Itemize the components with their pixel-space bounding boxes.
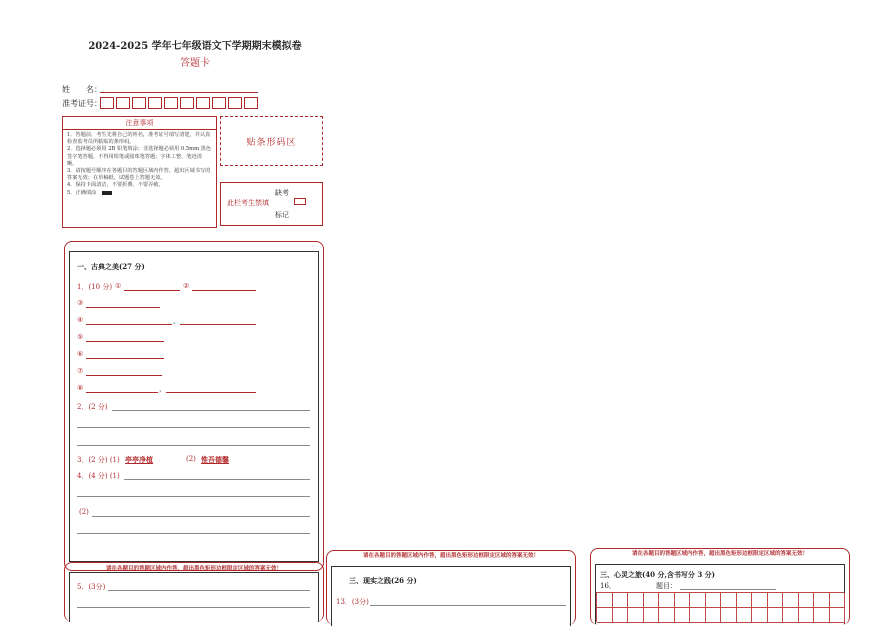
grid-cell[interactable] — [613, 593, 629, 608]
grid-cell[interactable] — [830, 593, 846, 608]
answer-line[interactable] — [108, 590, 310, 591]
grid-cell[interactable] — [737, 593, 753, 608]
mark-6: ⑥ — [77, 350, 84, 358]
id-digit-box[interactable] — [132, 97, 146, 109]
absent-caption: 此栏考生禁填 — [227, 199, 269, 207]
grid-cell[interactable] — [768, 608, 784, 623]
id-digit-box[interactable] — [196, 97, 210, 109]
q2-label: 2．(2 分) — [77, 403, 108, 411]
notes-item: 4．保持卡面清洁，不要折叠、不要弄破。 — [67, 182, 164, 189]
answer-line[interactable] — [77, 445, 310, 446]
grid-cell[interactable] — [644, 593, 660, 608]
notes-title: 注意事项 — [63, 117, 216, 130]
composition-grid[interactable] — [596, 592, 844, 622]
grid-cell[interactable] — [644, 608, 660, 623]
barcode-label: 贴条形码区 — [246, 137, 297, 148]
answer-line[interactable] — [77, 496, 310, 497]
mark-4: ④ — [77, 316, 84, 324]
page-title: 2024-2025 学年七年级语文下学期期末模拟卷 — [88, 41, 302, 52]
page-subtitle: 答题卡 — [180, 58, 210, 69]
answer-line[interactable] — [192, 290, 256, 291]
id-digit-box[interactable] — [228, 97, 242, 109]
notes-item: 2．选择题必须用 2B 铅笔填涂；非选择题必须用 0.5mm 黑色签字笔答题，不得用铅笔或圆珠笔答题；字体工整、笔迹清晰。 — [67, 146, 212, 167]
answer-line[interactable] — [86, 341, 164, 342]
grid-cell[interactable] — [706, 593, 722, 608]
mark-7: ⑦ — [77, 367, 84, 375]
answer-line[interactable] — [124, 479, 310, 480]
id-label: 准考证号： — [62, 99, 102, 108]
answer-line[interactable] — [77, 427, 310, 428]
name-label: 姓 名： — [62, 85, 102, 94]
q4-sub-label: (2) — [79, 508, 89, 516]
section1-warning: 请在各题目的答题区域内作答，超出黑色矩形边框限定区域的答案无效！ — [105, 566, 282, 572]
grid-cell[interactable] — [752, 593, 768, 608]
grid-cell[interactable] — [814, 593, 830, 608]
id-digit-box[interactable] — [148, 97, 162, 109]
grid-cell[interactable] — [597, 593, 613, 608]
grid-cell[interactable] — [675, 593, 691, 608]
grid-cell[interactable] — [752, 608, 768, 623]
q13-label: 13．(3分) — [336, 598, 369, 606]
absent-box — [220, 182, 323, 226]
section4-heading: 三、心灵之旅(40 分,含书写分 3 分) — [600, 570, 715, 579]
id-boxes[interactable] — [100, 97, 260, 109]
answer-line[interactable] — [77, 533, 310, 534]
q4-label: 4．(4 分) (1) — [77, 472, 120, 480]
notes-item: 1．答题前，考生先将自己的姓名，准考证号填写清楚，并认真检查监考员所粘贴的条形码。 — [67, 132, 211, 146]
section3-inner — [331, 566, 571, 626]
id-digit-box[interactable] — [164, 97, 178, 109]
mark-2: ② — [183, 282, 190, 290]
grid-cell[interactable] — [597, 608, 613, 623]
grid-cell[interactable] — [690, 608, 706, 623]
answer-line[interactable] — [92, 516, 310, 517]
answer-line[interactable] — [86, 358, 164, 359]
grid-cell[interactable] — [675, 608, 691, 623]
id-digit-box[interactable] — [180, 97, 194, 109]
answer-line[interactable] — [86, 324, 172, 325]
q3-label: 3．(2 分) (1) — [77, 456, 120, 464]
answer-line[interactable] — [77, 607, 310, 608]
notes-item: 3．请按题号顺序在各题目的答题区域内作答，超出区域书写的答案无效；在草稿纸、试题卷上答题无效。 — [67, 168, 211, 182]
section3-warning: 请在各题目的答题区域内作答，超出黑色矩形边框限定区域的答案无效！ — [362, 553, 539, 559]
mark-8: ⑧ — [77, 384, 84, 392]
filled-mark-sample — [102, 191, 112, 195]
comma: ， — [159, 385, 166, 393]
grid-cell[interactable] — [768, 593, 784, 608]
notes-box — [62, 116, 217, 228]
grid-cell[interactable] — [783, 593, 799, 608]
absent-label-bottom: 标记 — [275, 211, 289, 219]
grid-cell[interactable] — [721, 608, 737, 623]
grid-cell[interactable] — [814, 608, 830, 623]
grid-cell[interactable] — [659, 608, 675, 623]
grid-cell[interactable] — [628, 593, 644, 608]
answer-line[interactable] — [370, 605, 566, 606]
id-digit-box[interactable] — [244, 97, 258, 109]
q1-label: 1．(10 分) — [77, 283, 113, 291]
mark-3: ③ — [77, 299, 84, 307]
answer-line[interactable] — [166, 392, 256, 393]
mark-1: ① — [115, 282, 122, 290]
section1-heading: 一、古典之美(27 分) — [77, 262, 145, 271]
grid-cell[interactable] — [721, 593, 737, 608]
grid-cell[interactable] — [799, 593, 815, 608]
grid-cell[interactable] — [799, 608, 815, 623]
grid-cell[interactable] — [706, 608, 722, 623]
name-field[interactable] — [100, 92, 258, 93]
grid-cell[interactable] — [659, 593, 675, 608]
absent-mark-box[interactable] — [294, 198, 306, 205]
answer-line[interactable] — [180, 324, 256, 325]
notes-item: 5．正确填涂 — [67, 189, 97, 196]
barcode-area — [220, 116, 323, 166]
mark-5: ⑤ — [77, 333, 84, 341]
q5-label: 5．(3分) — [77, 583, 106, 591]
id-digit-box[interactable] — [116, 97, 130, 109]
answer-line[interactable] — [86, 392, 158, 393]
answer-line[interactable] — [86, 375, 162, 376]
q3-sub-label: (2) — [186, 455, 196, 463]
grid-cell[interactable] — [783, 608, 799, 623]
answer-line[interactable] — [112, 410, 310, 411]
absent-label-top: 缺考 — [275, 189, 289, 197]
id-digit-box[interactable] — [212, 97, 226, 109]
grid-cell[interactable] — [690, 593, 706, 608]
section4-warning: 请在各题目的答题区域内作答，超出黑色矩形边框限定区域的答案无效！ — [631, 551, 808, 557]
grid-cell[interactable] — [737, 608, 753, 623]
section3-heading: 三、现实之践(26 分) — [349, 576, 417, 585]
grid-cell[interactable] — [628, 608, 644, 623]
grid-cell[interactable] — [830, 608, 846, 623]
comma: ， — [173, 317, 180, 325]
answer-line[interactable] — [86, 307, 160, 308]
topic-label: 题目： — [656, 582, 677, 590]
topic-line[interactable] — [680, 589, 776, 590]
id-digit-box[interactable] — [100, 97, 114, 109]
q3-answer-2[interactable]: 惟吾德馨 — [201, 455, 229, 464]
answer-line[interactable] — [124, 290, 180, 291]
q16-label: 16． — [600, 582, 616, 590]
grid-cell[interactable] — [613, 608, 629, 623]
q3-answer-1[interactable]: 亭亭净植 — [125, 455, 153, 464]
